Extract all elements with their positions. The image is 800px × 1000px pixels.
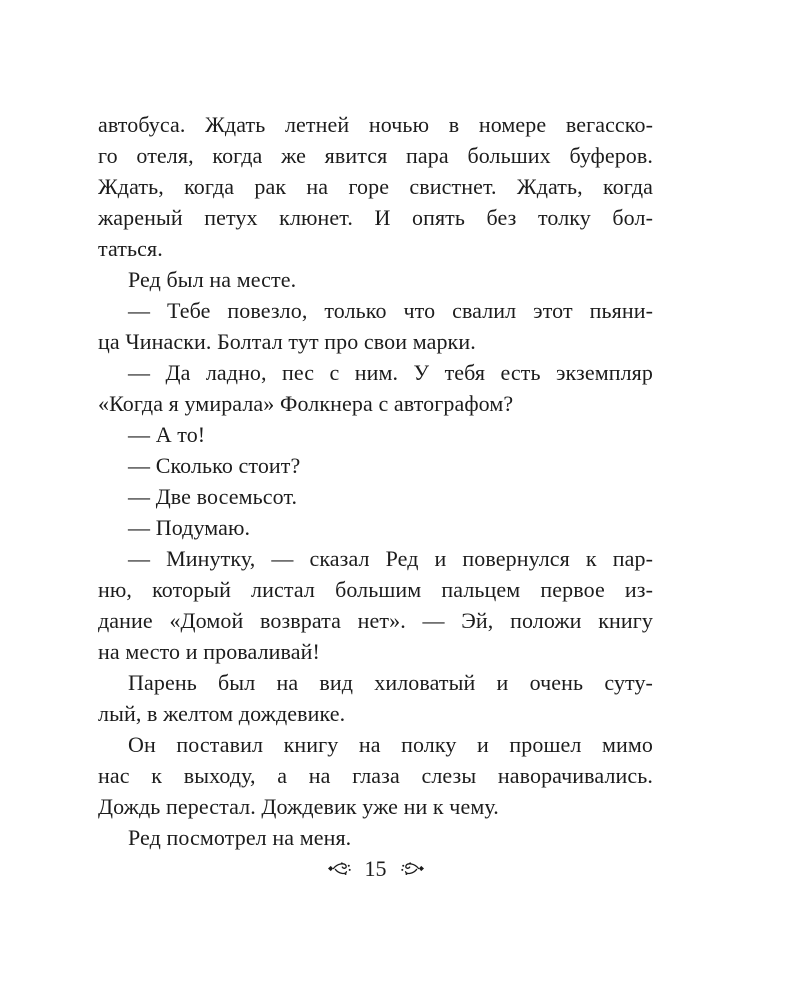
text-line: го отеля, когда же явится пара больших буферов. xyxy=(98,143,653,168)
text-line: — Две восемьсот. xyxy=(128,484,298,509)
text-line: автобуса. Ждать летней ночью в номере вегасско- xyxy=(98,112,653,137)
text-line: Он поставил книгу на полку и прошел мимо xyxy=(128,732,653,757)
text-line: ню, который листал большим пальцем первое из- xyxy=(98,577,653,602)
text-line: Парень был на вид хиловатый и очень суту- xyxy=(128,670,653,695)
text-line: Ред был на месте. xyxy=(128,267,297,292)
text-line: Дождь перестал. Дождевик уже ни к чему. xyxy=(98,794,499,819)
text-line: — Тебе повезло, только что свалил этот пьяни- xyxy=(128,298,653,323)
text-line: — Подумаю. xyxy=(128,515,251,540)
text-line: Ред посмотрел на меня. xyxy=(128,825,352,850)
text-line: нас к выходу, а на глаза слезы наворачивались. xyxy=(98,763,653,788)
page-number: 15 xyxy=(364,856,387,881)
text-line: лый, в желтом дождевике. xyxy=(98,701,346,726)
text-line: ца Чинаски. Болтал тут про свои марки. xyxy=(98,329,476,354)
page-footer xyxy=(98,853,653,884)
fleuron-right-icon xyxy=(400,861,424,876)
text-line: «Когда я умирала» Фолкнера с автографом? xyxy=(98,391,514,416)
page-text-block xyxy=(98,109,653,853)
fleuron-left-icon xyxy=(328,861,352,876)
text-line: жареный петух клюнет. И опять без толку бол- xyxy=(98,205,653,230)
text-line: на место и проваливай! xyxy=(98,639,320,664)
text-line: — Минутку, — сказал Ред и повернулся к пар- xyxy=(128,546,653,571)
text-line: — А то! xyxy=(128,422,206,447)
text-line: Ждать, когда рак на горе свистнет. Ждать, когда xyxy=(98,174,653,199)
text-line: — Да ладно, пес с ним. У тебя есть экземпляр xyxy=(128,360,653,385)
text-line: дание «Домой возврата нет». — Эй, положи книгу xyxy=(98,608,653,633)
text-line: — Сколько стоит? xyxy=(128,453,301,478)
text-line: таться. xyxy=(98,236,163,261)
